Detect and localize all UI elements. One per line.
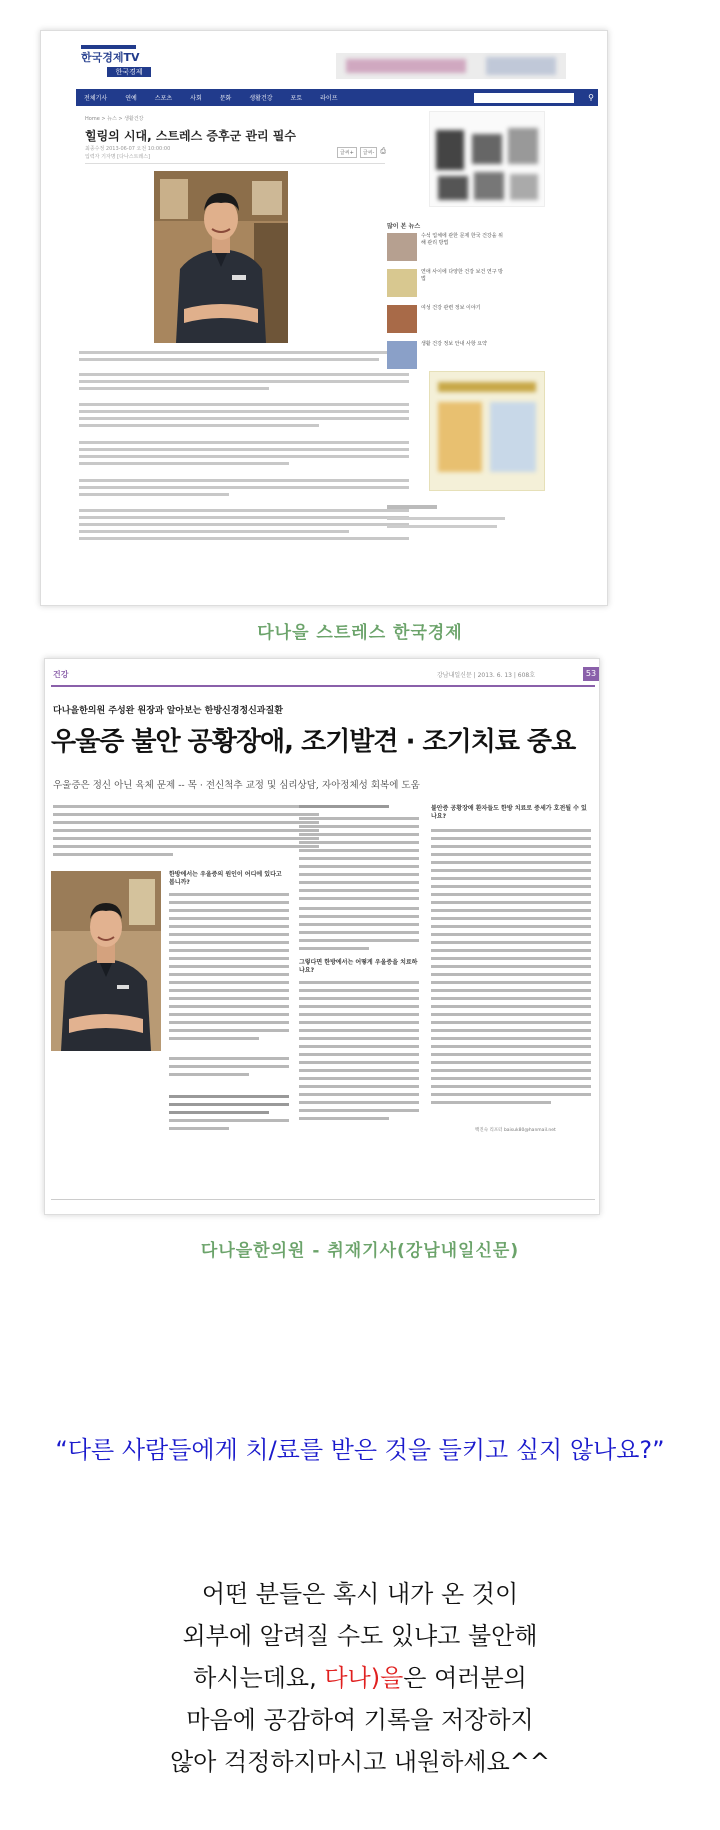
list-item[interactable]: 생활 건강 정보 안내 사항 요약 — [387, 341, 505, 373]
body-line: 않아 걱정하지마시고 내원하세요^^ — [169, 1748, 551, 1776]
question-heading: 그렇다면 한방에서는 어떻게 우울증을 치료하나요? — [299, 959, 418, 974]
article-subhead: 우울증은 정신 아닌 육체 문제 -- 목 · 전신척추 교정 및 심리상담, 자아정체성 회복에 도움 — [53, 780, 420, 791]
date-line: 강남내일신문 | 2013. 6. 13 | 608호 — [437, 672, 536, 679]
reporter-byline: 백진숙 리포터 baisuk80@hanmail.net — [475, 1128, 556, 1133]
search-input[interactable] — [474, 93, 574, 103]
font-larger-button[interactable]: 글씨+ — [337, 147, 357, 158]
body-line: 외부에 알려질 수도 있냐고 불안해 — [182, 1622, 538, 1650]
question-heading: 불안증 공황장애 환자들도 한방 치료로 증세가 호전될 수 있나요? — [431, 805, 587, 820]
sidebar-ad-bottom — [429, 371, 545, 491]
article-headline: 우울증 불안 공황장애, 조기발견 · 조기치료 중요 — [51, 727, 576, 757]
body-line: 마음에 공감하여 기록을 저장하지 — [186, 1706, 534, 1734]
column-text — [169, 1095, 293, 1145]
column-text — [169, 893, 293, 1083]
sidebar-title: 많이 본 뉴스 — [387, 223, 421, 230]
brand-name: 다나)을 — [324, 1664, 404, 1692]
doctor-photo — [154, 171, 288, 343]
search-icon[interactable]: ⚲ — [588, 93, 594, 102]
nav-item[interactable]: 사회 — [190, 95, 202, 102]
caption-gangnam: 다나을한의원 - 취재기사(강남내일신문) — [200, 1241, 520, 1261]
breadcrumb: Home > 뉴스 > 생활건강 — [85, 116, 144, 122]
page-number: 53 — [583, 667, 599, 681]
article-tools — [337, 147, 386, 158]
nav-item[interactable]: 라이프 — [320, 95, 338, 102]
masthead-logo: 한국경제TV 한국경제 — [81, 45, 161, 77]
nav-item[interactable]: 연예 — [125, 95, 137, 102]
nav-item[interactable]: 문화 — [219, 95, 232, 102]
section-label: 건강 — [53, 670, 69, 679]
body-line: 하시는데요, 다나)을은 여러분의 — [193, 1664, 527, 1692]
intro-paragraph — [53, 805, 323, 865]
caption-hankyung: 다나을 스트레스 한국경제 — [257, 623, 463, 643]
nav-item[interactable]: 전체기사 — [84, 95, 108, 102]
header-ad-banner — [336, 53, 566, 79]
question-heading: 한방에서는 우울증의 원인이 어디에 있다고 봅니까? — [169, 871, 282, 886]
list-item[interactable]: 수석 업체에 관한 문제 한국 건강을 위해 관리 방법 — [387, 233, 505, 265]
kicker: 다나을한의원 주성완 원장과 알아보는 한방신경정신과질환 — [53, 706, 283, 716]
body-text — [0, 1573, 720, 1783]
column-text — [299, 981, 423, 1141]
news-clipping-gangnam — [44, 658, 600, 1215]
sidebar-list — [387, 233, 505, 373]
font-smaller-button[interactable]: 글씨- — [360, 147, 377, 158]
news-clipping-hankyung — [40, 30, 608, 606]
article-meta: 최종수정 2013-06-07 오전 10:00:00 입력자 기자명 [다나스트레스] — [85, 146, 171, 160]
nav-item[interactable]: 포토 — [290, 95, 303, 102]
list-item[interactable]: 연애 사이에 다양한 건강 보건 연구 방법 — [387, 269, 505, 301]
body-line: 어떤 분들은 혹시 내가 온 것이 — [201, 1580, 519, 1608]
sidebar-ad-top — [429, 111, 545, 207]
column-text — [431, 829, 595, 1139]
article-body-text — [79, 349, 419, 549]
nav-item[interactable]: 생활건강 — [249, 95, 273, 102]
sidebar-footer-text — [387, 501, 507, 541]
doctor-photo — [51, 871, 161, 1051]
column-text — [299, 805, 423, 905]
list-item[interactable]: 여성 건강 관련 정보 이야기 — [387, 305, 505, 337]
article-headline: 힐링의 시대, 스트레스 증후군 관리 필수 — [85, 129, 296, 143]
nav-bar — [76, 89, 598, 106]
print-icon[interactable]: ⎙ — [380, 147, 386, 155]
quote-heading: “다른 사람들에게 치/료를 받은 것을 들키고 싶지 않나요?” — [55, 1436, 665, 1464]
nav-item[interactable]: 스포츠 — [154, 95, 173, 102]
